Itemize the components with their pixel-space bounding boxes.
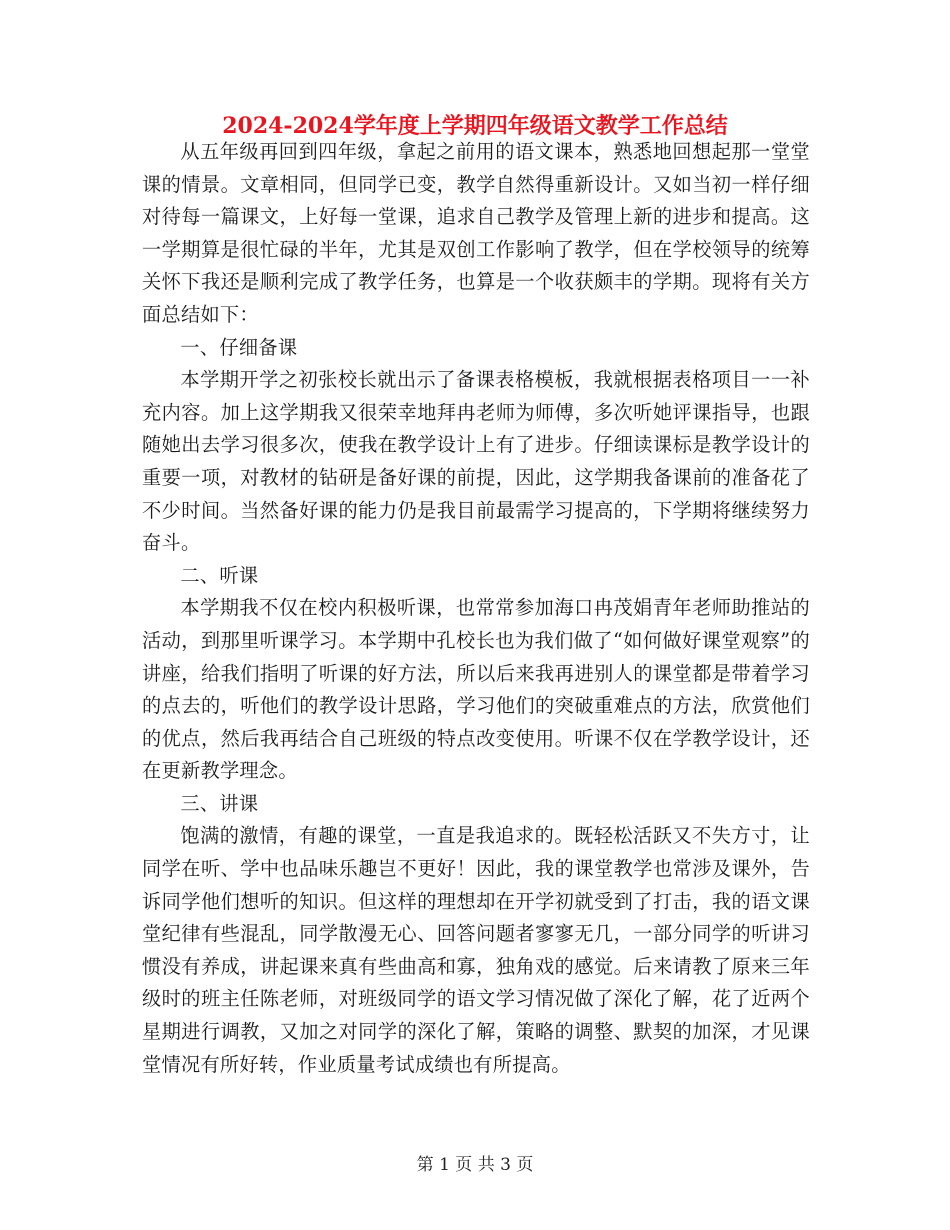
section-heading-observation: 二、听课 xyxy=(180,563,259,587)
section-heading-teaching: 三、讲课 xyxy=(180,791,259,815)
observation-paragraph: 本学期我不仅在校内积极听课，也常常参加海口冉茂娟青年老师助推站的活动，到那里听课学习。本学期中孔校长也为我们做了“如何做好课堂观察”的讲座，给我们指明了听课的好方法，所以后来我再进别人的课堂都是带着学习的点去的，听他们的教学设计思路，学习他们的突破重难点的方法，欣赏他们的优点，然后我再结合自己班级的特点改变使用。听课不仅在学教学设计，还在更新教学理念。 xyxy=(142,596,810,783)
page-number-footer: 第 1 页 共 3 页 xyxy=(416,1155,534,1175)
document-body xyxy=(142,136,810,1081)
document-title: 2024-2024学年度上学期四年级语文教学工作总结 xyxy=(222,113,728,139)
preparation-paragraph: 本学期开学之初张校长就出示了备课表格模板，我就根据表格项目一一补充内容。加上这学期我又很荣幸地拜冉老师为师傅，多次听她评课指导，也跟随她出去学习很多次，使我在教学设计上有了进步。仔细读课标是教学设计的重要一项，对教材的钻研是备好课的前提，因此，这学期我备课前的准备花了不少时间。当然备好课的能力仍是我目前最需学习提高的，下学期将继续努力奋斗。 xyxy=(142,368,810,555)
teaching-paragraph: 饱满的激情，有趣的课堂，一直是我追求的。既轻松活跃又不失方寸，让同学在听、学中也品味乐趣岂不更好！因此，我的课堂教学也常涉及课外，告诉同学他们想听的知识。但这样的理想却在开学初就受到了打击，我的语文课堂纪律有些混乱，同学散漫无心、回答问题者寥寥无几，一部分同学的听讲习惯没有养成，讲起课来真有些曲高和寡，独角戏的感觉。后来请教了原来三年级时的班主任陈老师，对班级同学的语文学习情况做了深化了解，花了近两个星期进行调教，又加之对同学的深化了解，策略的调整、默契的加深，才见课堂情况有所好转，作业质量考试成绩也有所提高。 xyxy=(142,824,810,1076)
section-heading-preparation: 一、仔细备课 xyxy=(180,335,298,359)
intro-paragraph: 从五年级再回到四年级，拿起之前用的语文课本，熟悉地回想起那一堂堂课的情景。文章相同，但同学已变，教学自然得重新设计。又如当初一样仔细对待每一篇课文，上好每一堂课，追求自己教学及管理上新的进步和提高。这一学期算是很忙碌的半年，尤其是双创工作影响了教学，但在学校领导的统筹关怀下我还是顺利完成了教学任务，也算是一个收获颇丰的学期。现将有关方面总结如下： xyxy=(142,140,810,326)
